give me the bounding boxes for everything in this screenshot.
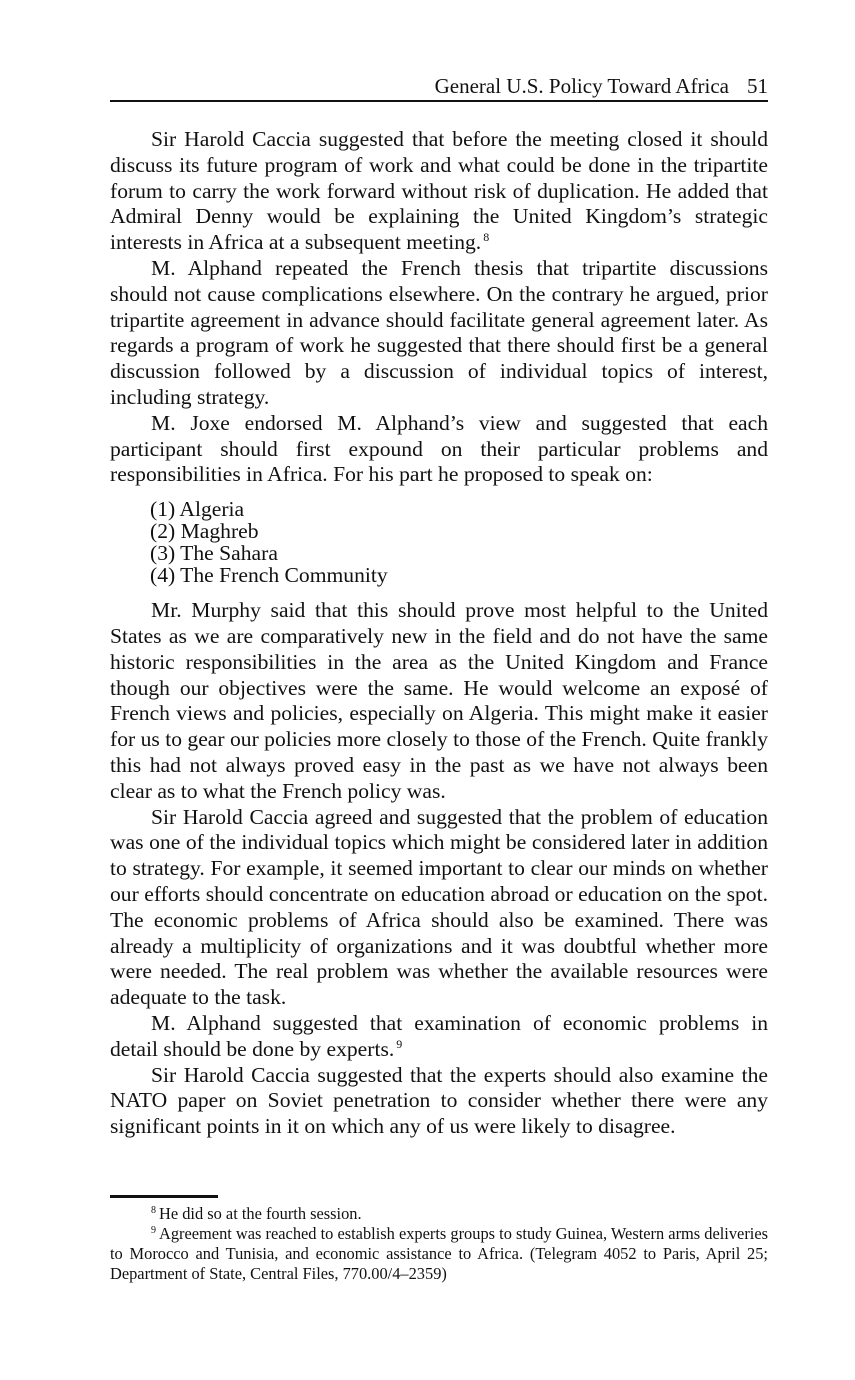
body-text [110, 127, 768, 1140]
topics-list [150, 498, 768, 586]
paragraph-alphand-experts [110, 1011, 768, 1063]
paragraph-text: M. Alphand suggested that examination of economic problems in detail should be done by experts. [110, 1010, 768, 1061]
page-number: 51 [747, 74, 768, 98]
list-item: (3) The Sahara [150, 541, 278, 566]
footnote-text: He did so at the fourth session. [159, 1204, 362, 1223]
paragraph-text: Sir Harold Caccia suggested that before the meeting closed it should discuss its future program of work and what could be done in the tripartite forum to carry the work forward without risk of duplication. He added that Admiral Denny would be explaining the United Kingdom’s strategic interests in Africa at a subsequent meeting. [110, 127, 768, 255]
footnote-ref-9[interactable]: 9 [396, 1036, 403, 1051]
footnote-8 [110, 1204, 768, 1224]
footnote-mark: 8 [151, 1205, 156, 1216]
paragraph-caccia-nato: Sir Harold Caccia suggested that the experts should also examine the NATO paper on Soviet penetration to consider whether there were any significant points in it on which any of us were likely to disagree. [110, 1062, 768, 1139]
running-title: General U.S. Policy Toward Africa [434, 74, 729, 98]
footnote-9 [110, 1224, 768, 1284]
paragraph-caccia-program [110, 127, 768, 256]
list-item: (4) The French Community [150, 563, 388, 588]
running-header [110, 72, 768, 102]
paragraph-alphand-thesis: M. Alphand repeated the French thesis that tripartite discussions should not cause complications elsewhere. On the contrary he argued, prior tripartite agreement in advance should facilitate general agreement later. As regards a program of work he suggested that there should first be a general discussion followed by a discussion of individual topics of interest, including strategy. [110, 255, 768, 409]
paragraph-joxe-endorse: M. Joxe endorsed M. Alphand’s view and suggested that each participant should first expound on their particular problems and responsibilities in Africa. For his part he proposed to speak on: [110, 410, 768, 487]
paragraph-caccia-education: Sir Harold Caccia agreed and suggested that the problem of education was one of the individual topics which might be considered later in addition to strategy. For example, it seemed important to clear our minds on whether our efforts should concentrate on education abroad or education on the spot. The economic problems of Africa should also be examined. There was already a multiplicity of organizations and it was doubtful whether more were needed. The real problem was whether the available resources were adequate to the task. [110, 804, 768, 1010]
list-item: (1) Algeria [150, 497, 245, 522]
footnote-divider [110, 1195, 218, 1198]
footnote-ref-8[interactable]: 8 [483, 230, 490, 245]
list-item: (2) Maghreb [150, 519, 259, 544]
footnote-text: Agreement was reached to establish experts groups to study Guinea, Western arms deliveries to Morocco and Tunisia, and economic assistance to Africa. (Telegram 4052 to Paris, April 25; Department of State, Central Files, 770.00/4–2359) [110, 1224, 768, 1283]
paragraph-murphy: Mr. Murphy said that this should prove most helpful to the United States as we are comparatively new in the field and do not have the same historic responsibilities in the area as the United Kingdom and France though our objectives were the same. He would welcome an exposé of French views and policies, especially on Algeria. This might make it easier for us to gear our policies more closely to those of the French. Quite frankly this had not always proved easy in the past as we have not always been clear as to what the French policy was. [110, 598, 768, 803]
footnote-mark: 9 [151, 1225, 156, 1236]
footnotes [110, 1204, 768, 1284]
